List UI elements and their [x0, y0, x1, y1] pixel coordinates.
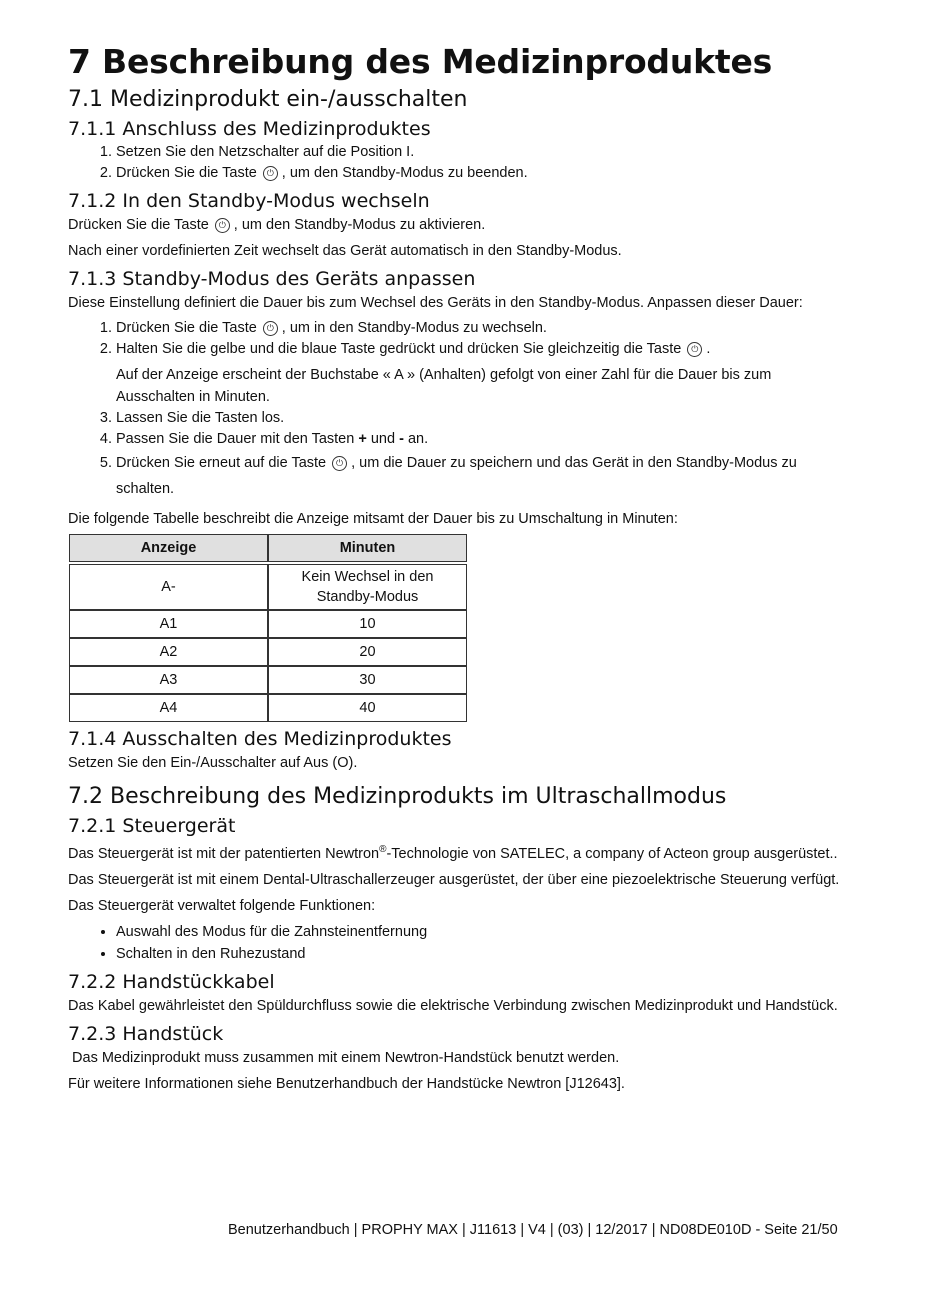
standby-duration-table [69, 534, 467, 722]
section-7-2-1-title: 7.2.1 Steuergerät [68, 815, 236, 837]
list-item: 1. Setzen Sie den Netzschalter auf die Position I. [116, 142, 850, 163]
paragraph: Das Kabel gewährleistet den Spüldurchfluss sowie die elektrische Verbindung zwischen Medizinprodukt und Handstück. [68, 997, 838, 1014]
paragraph: Das Steuergerät ist mit der patentierten Newtron®-Technologie von SATELEC, a company of Acteon group ausgerüstet.. [68, 844, 838, 862]
table-row [69, 694, 467, 722]
table-row [69, 610, 467, 638]
power-button-icon: ⏻ [687, 342, 702, 357]
table-cell: Kein Wechsel in den Standby-Modus [268, 564, 467, 610]
section-7-1-4-title: 7.1.4 Ausschalten des Medizinproduktes [68, 728, 452, 750]
table-row [69, 666, 467, 694]
power-button-icon: ⏻ [263, 166, 278, 181]
section-7-2-3-title: 7.2.3 Handstück [68, 1022, 224, 1045]
paragraph: Die folgende Tabelle beschreibt die Anzeige mitsamt der Dauer bis zu Umschaltung in Minuten: [68, 511, 678, 527]
step-note: Auf der Anzeige erscheint der Buchstabe « A » (Anhalten) gefolgt von einer Zahl für die Dauer bis zum Ausschalten in Minuten. [116, 367, 772, 405]
section-7-2-title: 7.2 Beschreibung des Medizinprodukts im Ultraschallmodus [68, 784, 727, 809]
section-7-1-title: 7.1 Medizinprodukt ein-/ausschalten [68, 87, 468, 112]
list-item: 2. Drücken Sie die Taste ⏻ , um den Standby-Modus zu beenden. [116, 163, 850, 184]
paragraph: Drücken Sie die Taste ⏻ , um den Standby-Modus zu aktivieren. [68, 217, 486, 233]
table-row [69, 564, 467, 610]
table-cell: A2 [69, 638, 268, 666]
table-cell: A- [69, 564, 268, 610]
connect-steps-list [68, 142, 850, 184]
paragraph: Diese Einstellung definiert die Dauer bis zum Wechsel des Geräts in den Standby-Modus. Anpassen dieser Dauer: [68, 295, 803, 311]
paragraph: Das Medizinprodukt muss zusammen mit einem Newtron-Handstück benutzt werden. [68, 1049, 620, 1066]
list-item: 3. Lassen Sie die Tasten los. [116, 408, 850, 429]
power-button-icon: ⏻ [332, 456, 347, 471]
table-cell: 20 [268, 638, 467, 666]
section-7-2-2-title: 7.2.2 Handstückkabel [68, 970, 275, 993]
power-button-icon: ⏻ [215, 218, 230, 233]
table-cell: A3 [69, 666, 268, 694]
section-7-1-3-title: 7.1.3 Standby-Modus des Geräts anpassen [68, 268, 476, 290]
paragraph: Nach einer vordefinierten Zeit wechselt das Gerät automatisch in den Standby-Modus. [68, 243, 622, 259]
table-cell: 10 [268, 610, 467, 638]
list-item: 2. Halten Sie die gelbe und die blaue Taste gedrückt und drücken Sie gleichzeitig die Taste ⏻ . Auf der Anzeige erscheint der Buchstabe « A » (Anhalten) gefolgt von einer Zahl für die Dauer bis zum Ausschalten in Minuten. [116, 339, 850, 408]
table-cell: A1 [69, 610, 268, 638]
list-item: 5. Drücken Sie erneut auf die Taste ⏻ , um die Dauer zu speichern und das Gerät in den Standby-Modus zu schalten. [116, 450, 850, 502]
paragraph: Setzen Sie den Ein-/Ausschalter auf Aus (O). [68, 755, 358, 771]
page-footer: Benutzerhandbuch | PROPHY MAX | J11613 | V4 | (03) | 12/2017 | ND08DE010D - Seite 21/50 [228, 1222, 838, 1238]
table-header: Anzeige [69, 534, 268, 562]
chapter-title: 7 Beschreibung des Medizinproduktes [68, 42, 773, 81]
paragraph: Das Steuergerät verwaltet folgende Funktionen: [68, 897, 376, 914]
table-header: Minuten [268, 534, 467, 562]
list-item: • Auswahl des Modus für die Zahnsteinentfernung [116, 921, 850, 943]
paragraph: Das Steuergerät ist mit einem Dental-Ultraschallerzeuger ausgerüstet, der über eine piezoelektrische Steuerung verfügt. [68, 871, 840, 888]
table-cell: 30 [268, 666, 467, 694]
section-7-1-1-title: 7.1.1 Anschluss des Medizinproduktes [68, 118, 431, 140]
list-item: • Schalten in den Ruhezustand [116, 943, 850, 965]
list-item: 1. Drücken Sie die Taste ⏻ , um in den Standby-Modus zu wechseln. [116, 318, 850, 339]
table-row [69, 638, 467, 666]
list-item: 4. Passen Sie die Dauer mit den Tasten + und - an. [116, 429, 850, 450]
table-cell: 40 [268, 694, 467, 722]
functions-list [68, 921, 850, 965]
power-button-icon: ⏻ [263, 321, 278, 336]
standby-steps-list [68, 318, 850, 502]
paragraph: Für weitere Informationen siehe Benutzerhandbuch der Handstücke Newtron [J12643]. [68, 1075, 625, 1092]
section-7-1-2-title: 7.1.2 In den Standby-Modus wechseln [68, 190, 430, 212]
table-cell: A4 [69, 694, 268, 722]
